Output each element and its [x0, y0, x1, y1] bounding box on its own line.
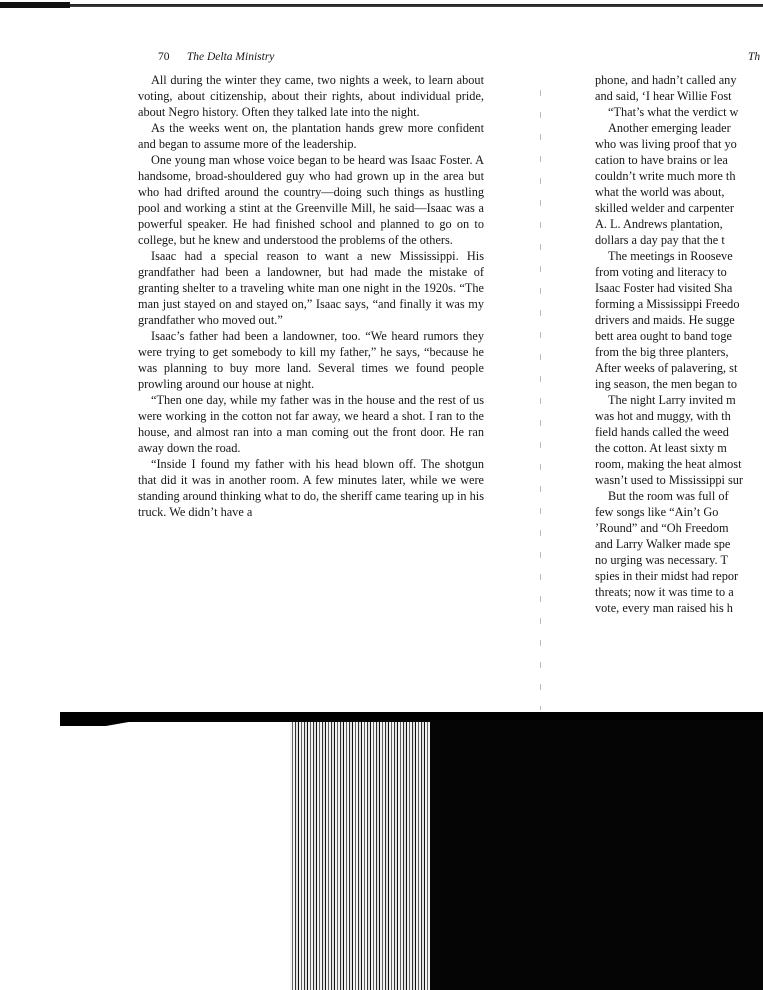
paragraph: As the weeks went on, the plantation hands grew more confident and began to assume more of the leadership. — [138, 121, 484, 151]
scan-edge — [60, 712, 290, 726]
text-line: But the room was full of — [608, 489, 729, 503]
left-page — [138, 48, 484, 520]
text-line: wasn’t used to Mississippi sur — [595, 473, 744, 487]
paragraph: Isaac’s father had been a landowner, too. “We heard rumors they were trying to get somebody to kill my father,” he says, “because he was planning to buy more land. Several times we found people prowling around our house at night. — [138, 329, 484, 391]
right-page — [595, 48, 763, 616]
text-line: the cotton. At least sixty m — [595, 441, 727, 455]
page-number: 70 — [158, 51, 170, 63]
text-line: cation to have brains or lea — [595, 153, 728, 167]
text-line: no urging was necessary. T — [595, 553, 728, 567]
text-line: from the big three planters, — [595, 345, 729, 359]
running-head — [138, 48, 484, 66]
paragraph: “Inside I found my father with his head blown off. The shotgun that did it was in another room. A few minutes later, while we were standing around thinking what to do, the sheriff came tearing up in his truck. We didn’t have a — [138, 457, 484, 519]
text-line: “That’s what the verdict w — [608, 105, 739, 119]
text-line: ’Round” and “Oh Freedom — [595, 521, 729, 535]
text-line: A. L. Andrews plantation, — [595, 217, 723, 231]
text-line: bett area ought to band toge — [595, 329, 732, 343]
text-line: phone, and hadn’t called any — [595, 73, 737, 87]
text-line: from voting and literacy to — [595, 265, 727, 279]
text-line: room, making the heat almost — [595, 457, 742, 471]
text-line: After weeks of palavering, st — [595, 361, 738, 375]
text-line: The meetings in Rooseve — [608, 249, 733, 263]
text-line: skilled welder and carpenter — [595, 201, 734, 215]
paragraph: “Then one day, while my father was in the house and the rest of us were working in the cotton not far away, we heard a shot. I ran to the house, and almost ran into a man coming out the front door. He ran away down the road. — [138, 393, 484, 455]
text-line: few songs like “Ain’t Go — [595, 505, 719, 519]
text-line: who was living proof that yo — [595, 137, 737, 151]
scan-light-area — [60, 722, 290, 990]
running-title: The Delta Ministry — [186, 51, 275, 63]
text-line: spies in their midst had repor — [595, 569, 739, 583]
text-line: and Larry Walker made spe — [595, 537, 731, 551]
paragraph: Isaac had a special reason to want a new Mississippi. His grandfather had been a landowner, but had made the mistake of granting shelter to a traveling white man one night in the 1920s. “The man just stayed on and stayed on,” Isaac says, “and finally it was my grandfather who moved out.” — [138, 249, 484, 327]
text-column — [138, 72, 484, 520]
text-line: vote, every man raised his h — [595, 601, 733, 615]
text-line: threats; now it was time to a — [595, 585, 734, 599]
text-line: and said, ‘I hear Willie Fost — [595, 89, 732, 103]
text-line: Isaac Foster had visited Sha — [595, 281, 733, 295]
right-running-title: Th — [748, 51, 761, 63]
text-line: forming a Mississippi Freedo — [595, 297, 740, 311]
text-line: couldn’t write much more th — [595, 169, 736, 183]
scan-streaks — [290, 722, 430, 990]
page-gutter — [540, 90, 541, 710]
text-line: dollars a day pay that the t — [595, 233, 725, 247]
paragraph: All during the winter they came, two nights a week, to learn about voting, about citizenship, about their rights, about individual pride, about Negro history. Often they talked late into the night. — [138, 73, 484, 119]
text-line: was hot and muggy, with th — [595, 409, 731, 423]
text-line: Another emerging leader — [608, 121, 731, 135]
scan-shadow — [60, 712, 763, 990]
text-line: The night Larry invited m — [608, 393, 736, 407]
text-line: what the world was about, — [595, 185, 725, 199]
text-line: ing season, the men began to — [595, 377, 738, 391]
text-line: field hands called the weed — [595, 425, 729, 439]
paragraph: One young man whose voice began to be heard was Isaac Foster. A handsome, broad-shouldered guy who had grown up in the area but who had drifted around the country—doing such things as hustling pool and working a stint at the Greenville Mill, he said—Isaac was a powerful speaker. He had finished school and planned to go on to college, but he knew and understood the problems of the others. — [138, 153, 484, 247]
page-top-edge-shadow — [0, 2, 70, 8]
page-top-edge — [0, 4, 763, 7]
text-line: drivers and maids. He sugge — [595, 313, 735, 327]
right-text-column — [595, 72, 763, 616]
